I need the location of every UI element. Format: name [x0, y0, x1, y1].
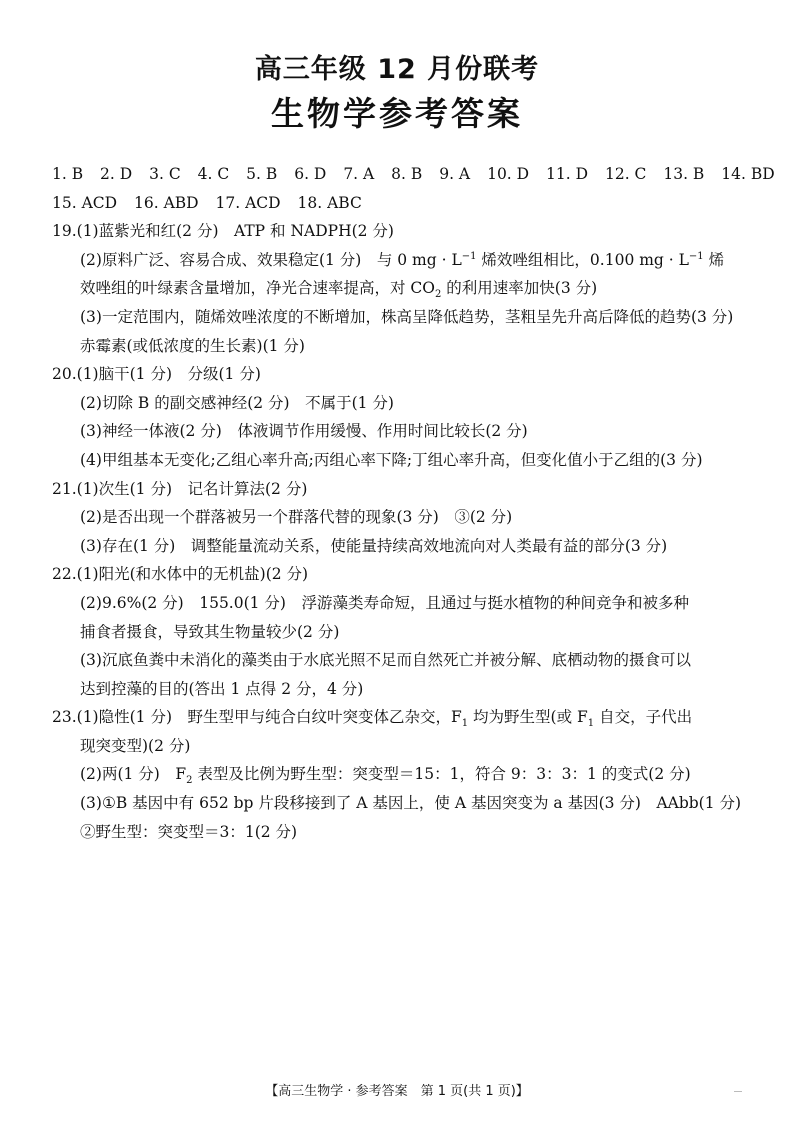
- q21-line-2: (2)是否出现一个群落被另一个群落代替的现象(3 分) ③(2 分): [80, 508, 513, 527]
- subscript: 2: [435, 289, 442, 301]
- choice-answer: 2. D: [100, 165, 133, 183]
- q22-line-5: 达到控藻的目的(答出 1 点得 2 分，4 分): [80, 679, 364, 698]
- choice-answer: 16. ABD: [134, 193, 199, 212]
- subscript: 1: [461, 718, 469, 730]
- title-block: [0, 52, 794, 136]
- exam-title: 高三年级 12 月份联考: [254, 54, 540, 85]
- choice-answer: 8. B: [391, 165, 423, 183]
- choice-answers-row-1: [52, 160, 775, 189]
- choice-answer: 7. A: [343, 165, 375, 183]
- text-segment: 表型及比例为野生型：突变型＝15：1，符合 9：3：3：1 的变式(2 分): [192, 765, 691, 784]
- text-segment: 均为野生型(或 F: [468, 708, 588, 727]
- q19-line-2: [52, 246, 752, 275]
- q19-line-5: 赤霉素(或低浓度的生长素)(1 分): [80, 336, 305, 355]
- q20-line-3: (3)神经一体液(2 分) 体液调节作用缓慢、作用时间比较长(2 分): [80, 422, 528, 441]
- q19-line-3: [52, 274, 752, 303]
- text-segment: 烯: [703, 250, 725, 269]
- text-segment: 的利用速率加快(3 分): [441, 279, 598, 298]
- q19-line-4: (3)一定范围内，随烯效唑浓度的不断增加，株高呈降低趋势，茎粗呈先升高后降低的趋势(3 分): [80, 307, 734, 326]
- choice-answer: 17. ACD: [215, 193, 281, 212]
- choice-answer: 4. C: [197, 165, 230, 183]
- q22-line-3: 捕食者摄食，导致其生物量较少(2 分): [80, 622, 340, 641]
- choice-answer: 10. D: [487, 165, 530, 183]
- q22-line-2: (2)9.6%(2 分) 155.0(1 分) 浮游藻类寿命短，且通过与挺水植物的种间竞争和被多种: [80, 593, 689, 612]
- choice-answer: 11. D: [546, 165, 589, 183]
- superscript: −1: [461, 250, 477, 262]
- q20-line-2: (2)切除 B 的副交感神经(2 分) 不属于(1 分): [80, 393, 394, 412]
- choice-answer: 5. B: [246, 165, 278, 183]
- choice-answer: 15. ACD: [52, 193, 118, 212]
- q20-line-4: (4)甲组基本无变化;乙组心率升高;丙组心率下降;丁组心率升高，但变化值小于乙组的(3 分): [80, 450, 703, 469]
- subscript: 2: [186, 775, 193, 787]
- text-segment: (2)两(1 分) F: [80, 765, 187, 784]
- text-segment: 效唑组的叶绿素含量增加，净光合速率提高，对 CO: [80, 279, 435, 298]
- q23-line-2: 现突变型)(2 分): [80, 736, 191, 755]
- q19-line-1: 19.(1)蓝紫光和红(2 分) ATP 和 NADPH(2 分): [52, 222, 394, 241]
- text-segment: (2)原料广泛、容易合成、效果稳定(1 分) 与 0 mg · L: [80, 250, 462, 269]
- choice-answer: 1. B: [52, 165, 84, 183]
- text-segment: 烯效唑组相比，0.100 mg · L: [476, 250, 689, 269]
- q22-line-1: 22.(1)阳光(和水体中的无机盐)(2 分): [52, 565, 309, 584]
- subject-answer-title: 生物学参考答案: [271, 94, 523, 133]
- q23-line-3: [52, 760, 752, 789]
- q21-line-1: 21.(1)次生(1 分) 记名计算法(2 分): [52, 479, 308, 498]
- choice-answer: 6. D: [294, 165, 327, 183]
- page-footer: 【高三生物学 · 参考答案 第 1 页(共 1 页)】: [265, 1084, 529, 1099]
- q23-line-5: ②野生型：突变型＝3：1(2 分): [80, 822, 298, 841]
- text-segment: 23.(1)隐性(1 分) 野生型甲与纯合白纹叶突变体乙杂交，F: [52, 708, 462, 727]
- q20-line-1: 20.(1)脑干(1 分) 分级(1 分): [52, 365, 261, 384]
- corner-mark: [734, 1091, 742, 1092]
- q23-line-1: [52, 703, 752, 732]
- choice-answers-row-2: [52, 189, 752, 218]
- choice-answer: 14. BD: [721, 165, 775, 183]
- text-segment: 自交，子代出: [594, 708, 693, 727]
- q23-line-4: (3)①B 基因中有 652 bp 片段移接到了 A 基因上，使 A 基因突变为 a 基因(3 分) AAbb(1 分): [80, 794, 742, 813]
- subscript: 1: [587, 718, 595, 730]
- superscript: −1: [688, 250, 704, 262]
- q22-line-4: (3)沉底鱼粪中未消化的藻类由于水底光照不足而自然死亡并被分解、底栖动物的摄食可以: [80, 651, 691, 670]
- choice-answer: 9. A: [439, 165, 471, 183]
- choice-answer: 12. C: [604, 165, 647, 183]
- choice-answer: 13. B: [663, 165, 705, 183]
- choice-answer: 3. C: [149, 165, 181, 183]
- q21-line-3: (3)存在(1 分) 调整能量流动关系，使能量持续高效地流向对人类最有益的部分(3 分): [80, 536, 668, 555]
- answer-content: [52, 160, 775, 846]
- choice-answer: 18. ABC: [297, 193, 362, 212]
